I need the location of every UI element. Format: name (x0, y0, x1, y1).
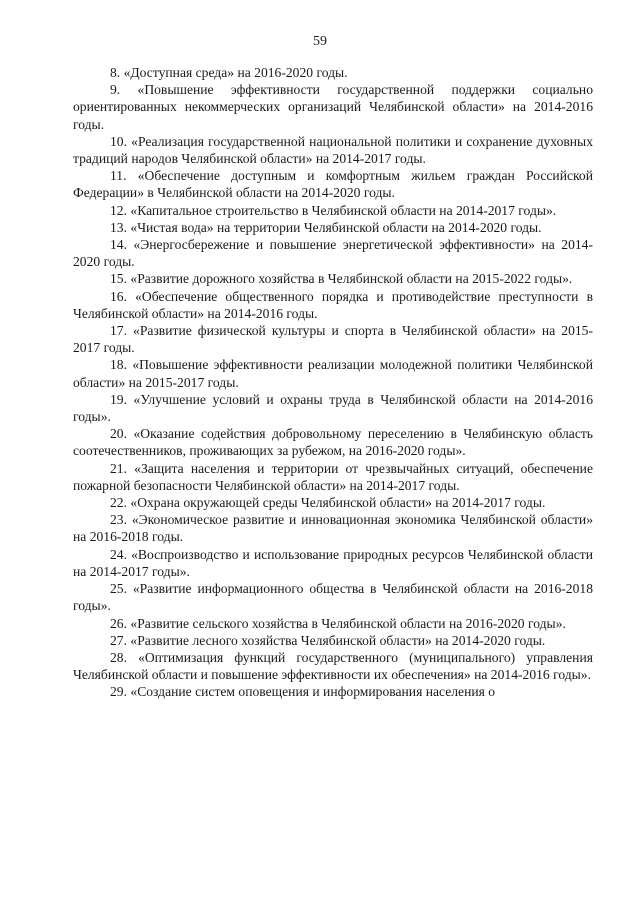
list-item: 19. «Улучшение условий и охраны труда в Челябинской области на 2014-2016 годы». (73, 391, 593, 425)
list-item: 24. «Воспроизводство и использование природных ресурсов Челябинской области на 2014-2017 годы». (73, 546, 593, 579)
list-item: 14. «Энергосбережение и повышение энергетической эффективности» на 2014-2020 годы. (73, 237, 593, 270)
list-item: 22. «Охрана окружающей среды Челябинской области» на 2014-2017 годы. (110, 495, 546, 511)
list-item: 13. «Чистая вода» на территории Челябинской области на 2014-2020 годы. (110, 219, 542, 235)
list-item: 26. «Развитие сельского хозяйства в Челябинской области на 2016-2020 годы». (110, 615, 566, 631)
list-item: 23. «Экономическое развитие и инновационная экономика Челябинской области» на 2016-2018 годы. (73, 512, 593, 545)
list-item: 21. «Защита населения и территории от чрезвычайных ситуаций, обеспечение пожарной безопасности Челябинской области» на 2014-2017 годы. (73, 460, 593, 493)
list-item: 28. «Оптимизация функций государственного (муниципального) управления Челябинской области и повышение эффективности их обеспечения» на 2014-2016 годы». (73, 649, 593, 683)
list-item: 10. «Реализация государственной национальной политики и сохранение духовных традиций народов Челябинской области» на 2014-2017 годы. (73, 133, 593, 167)
list-item: 17. «Развитие физической культуры и спорта в Челябинской области» на 2015-2017 годы. (73, 323, 593, 356)
list-item: 15. «Развитие дорожного хозяйства в Челябинской области на 2015-2022 годы». (110, 271, 573, 287)
list-item: 29. «Создание систем оповещения и информирования населения о (110, 684, 496, 700)
list-item: 11. «Обеспечение доступным и комфортным жильем граждан Российской Федерации» в Челябинской области на 2014-2020 годы. (73, 168, 593, 201)
list-item: 18. «Повышение эффективности реализации молодежной политики Челябинской области» на 2015-2017 годы. (73, 357, 593, 390)
list-item: 9. «Повышение эффективности государственной поддержки социально ориентированных некоммерческих организаций Челябинской области» на 2014-2016 годы. (73, 82, 593, 132)
list-item: 12. «Капитальное строительство в Челябинской области на 2014-2017 годы». (110, 202, 557, 218)
list-item: 27. «Развитие лесного хозяйства Челябинской области» на 2014-2020 годы. (110, 632, 546, 648)
page-number: 59 (313, 34, 327, 49)
list-item: 20. «Оказание содействия добровольному переселению в Челябинскую область соотечественников, проживающих за рубежом, на 2016-2020 годы». (73, 426, 593, 459)
list-item: 8. «Доступная среда» на 2016-2020 годы. (110, 65, 348, 80)
program-list (73, 64, 593, 701)
list-item: 25. «Развитие информационного общества в Челябинской области на 2016-2018 годы». (73, 581, 593, 614)
list-item: 16. «Обеспечение общественного порядка и противодействие преступности в Челябинской области» на 2014-2016 годы. (73, 288, 593, 321)
